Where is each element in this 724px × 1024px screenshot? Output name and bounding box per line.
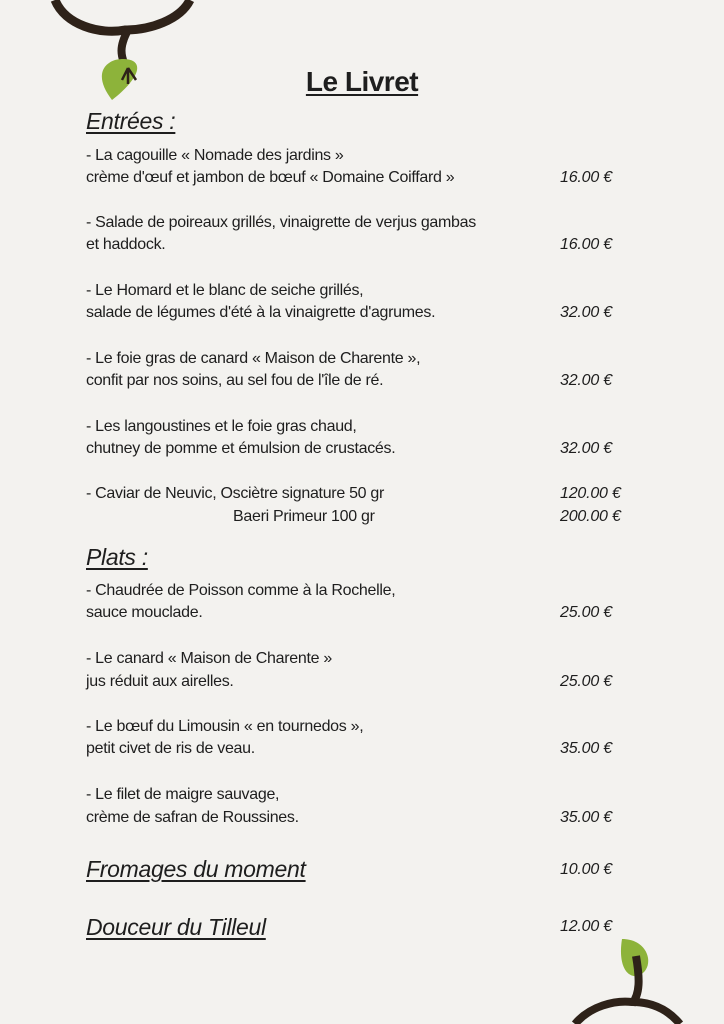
entree-4-line1: - Le foie gras de canard « Maison de Charente », — [86, 350, 421, 367]
entree-3-line2: salade de légumes d'été à la vinaigrette d'agrumes. — [86, 304, 436, 321]
plat-3-price: 35.00 € — [560, 740, 612, 757]
entree-1-price: 16.00 € — [560, 169, 612, 186]
plat-4-price: 35.00 € — [560, 809, 612, 826]
fromages-price: 10.00 € — [560, 861, 612, 878]
entree-2-price: 16.00 € — [560, 236, 612, 253]
entree-4-line2: confit par nos soins, au sel fou de l'île de ré. — [86, 372, 384, 389]
entree-3-line1: - Le Homard et le blanc de seiche grillés, — [86, 282, 364, 299]
plat-3-line1: - Le bœuf du Limousin « en tournedos », — [86, 718, 364, 735]
entree-5-line2: chutney de pomme et émulsion de crustacés. — [86, 440, 396, 457]
section-heading-plats: Plats : — [86, 544, 148, 570]
plat-1-price: 25.00 € — [560, 604, 612, 621]
entree-2-line1: - Salade de poireaux grillés, vinaigrette de verjus gambas — [86, 214, 476, 231]
section-heading-dessert: Douceur du Tilleul — [86, 914, 266, 940]
page-title-text: Le Livret — [305, 66, 419, 97]
caviar-price2: 200.00 € — [560, 508, 621, 525]
tree-sprout-bottom-decoration — [570, 934, 710, 1024]
plat-2-price: 25.00 € — [560, 673, 612, 690]
plat-2-line2: jus réduit aux airelles. — [86, 673, 234, 690]
entree-1-line2: crème d'œuf et jambon de bœuf « Domaine Coiffard » — [86, 169, 455, 186]
entree-3-price: 32.00 € — [560, 304, 612, 321]
entree-5-line1: - Les langoustines et le foie gras chaud, — [86, 418, 357, 435]
plat-1-line1: - Chaudrée de Poisson comme à la Rochelle, — [86, 582, 396, 599]
entree-4-price: 32.00 € — [560, 372, 612, 389]
caviar-line2: Baeri Primeur 100 gr — [233, 508, 375, 525]
plat-2-line1: - Le canard « Maison de Charente » — [86, 650, 332, 667]
entree-5-price: 32.00 € — [560, 440, 612, 457]
section-heading-entrees: Entrées : — [86, 108, 176, 134]
plat-4-line2: crème de safran de Roussines. — [86, 809, 299, 826]
page-title — [0, 66, 724, 98]
plat-3-line2: petit civet de ris de veau. — [86, 740, 255, 757]
plat-4-line1: - Le filet de maigre sauvage, — [86, 786, 280, 803]
entree-1-line1: - La cagouille « Nomade des jardins » — [86, 147, 344, 164]
dessert-price: 12.00 € — [560, 918, 612, 935]
entree-2-line2: et haddock. — [86, 236, 166, 253]
section-heading-fromages: Fromages du moment — [86, 856, 306, 882]
caviar-line1: - Caviar de Neuvic, Osciètre signature 50 gr — [86, 485, 385, 502]
caviar-price1: 120.00 € — [560, 485, 621, 502]
plat-1-line2: sauce mouclade. — [86, 604, 203, 621]
